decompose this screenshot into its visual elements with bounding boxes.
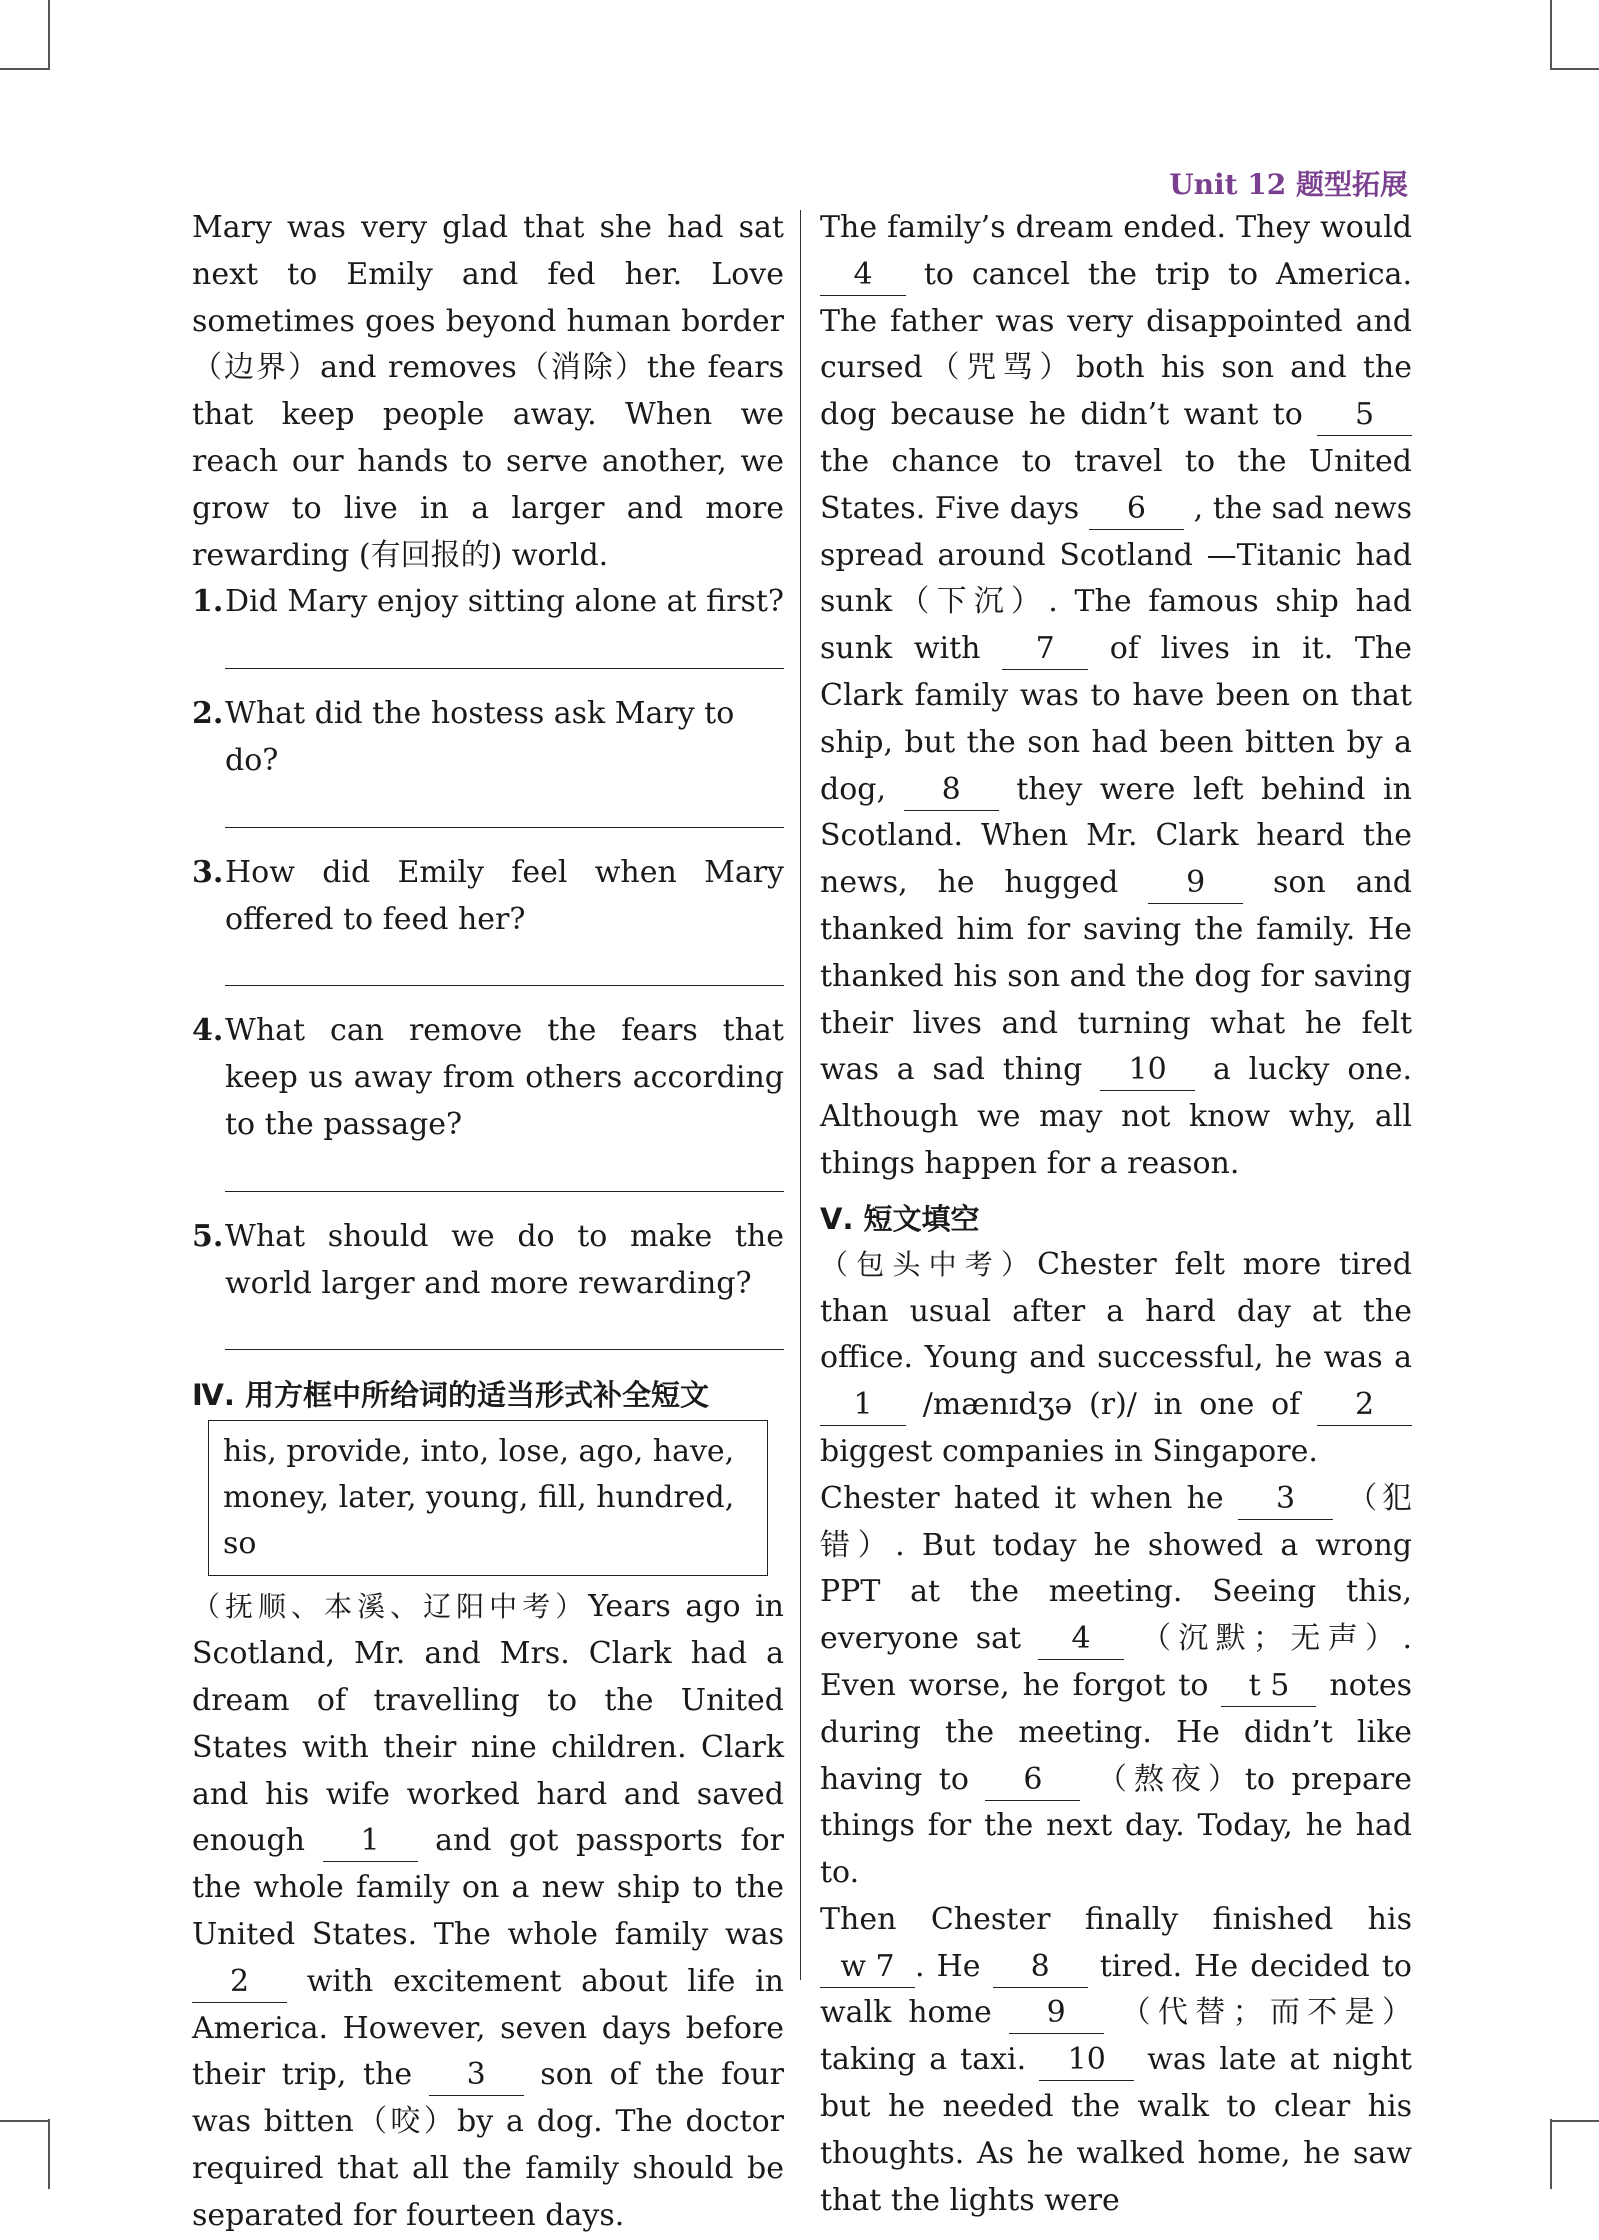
source-label: （包头中考） (820, 1247, 1038, 1281)
blank-s5-4[interactable]: 4 (1038, 1619, 1124, 1660)
blank-s5-8[interactable]: 8 (993, 1947, 1088, 1988)
passage-text: notes during the meeting. He didn’t like having to (820, 1667, 1412, 1797)
question-number: 2. (192, 696, 224, 732)
answer-line-1[interactable] (225, 632, 784, 669)
question-4 (192, 1008, 784, 1148)
answer-line-4[interactable] (225, 1155, 784, 1192)
blank-s5-9[interactable]: 9 (1009, 1993, 1104, 2034)
blank-3[interactable]: 3 (429, 2055, 524, 2096)
crop-mark (1550, 2120, 1599, 2122)
page-header: Unit 12 题型拓展 (1169, 168, 1408, 201)
crop-mark (1550, 68, 1599, 70)
right-column (820, 205, 1412, 2224)
section-5-title: Ⅴ. 短文填空 (820, 1201, 980, 1236)
passage-text: son of the four was bitten（咬）by a dog. The doctor required that all the family should be separated for fourteen days. (192, 2057, 784, 2233)
passage-text: tired. He decided to walk home (820, 1948, 1412, 2031)
passage-text: a lucky one. Although we may not know why, all things happen for a reason. (820, 1052, 1412, 1181)
blank-s5-7[interactable]: w 7 (820, 1947, 915, 1988)
passage-text: Chester hated it when he (820, 1480, 1224, 1516)
crop-mark (0, 2120, 50, 2122)
blank-s5-1[interactable]: 1 (820, 1385, 906, 1426)
left-column (192, 205, 784, 2240)
passage-text: they were left behind in Scotland. When Mr. Clark heard the news, he hugged (820, 771, 1412, 901)
word-bank-box: his, provide, into, lose, ago, have, money, later, young, fill, hundred, so (208, 1420, 768, 1576)
passage-text: The family’s dream ended. They would (820, 210, 1412, 245)
passage-text: （熬夜）to prepare things for the next day. Today, he had to. (820, 1761, 1412, 1891)
passage-text: （沉默；无声）. Even worse, he forgot to (820, 1621, 1412, 1703)
blank-s5-6[interactable]: 6 (985, 1760, 1080, 1801)
passage-text: of lives in it. The Clark family was to have been on that ship, but the son had been bitten by a dog, (820, 631, 1412, 807)
passage-5 (820, 1242, 1412, 1476)
blank-10[interactable]: 10 (1100, 1050, 1195, 1091)
question-5 (192, 1214, 784, 1308)
question-1 (192, 579, 784, 626)
blank-1[interactable]: 1 (323, 1821, 418, 1862)
blank-7[interactable]: 7 (1002, 629, 1088, 670)
blank-s5-3[interactable]: 3 (1238, 1479, 1333, 1520)
passage-text: /mænɪdʒə (r)/ in one of (922, 1387, 1301, 1423)
question-number: 4. (192, 1013, 224, 1049)
blank-4[interactable]: 4 (820, 255, 906, 296)
passage-5-para-3 (820, 1897, 1412, 2225)
blank-s5-2[interactable]: 2 (1317, 1385, 1412, 1426)
passage-text: , the sad news spread around Scotland —Titanic had sunk（下沉）. The famous ship had sunk with (820, 490, 1412, 667)
passage-text: biggest companies in Singapore. (820, 1433, 1318, 1469)
blank-8[interactable]: 8 (904, 770, 999, 811)
passage-text: Chester felt more tired than usual after a hard day at the office. Young and successful, he was a (820, 1246, 1412, 1376)
source-label: （抚顺、本溪、辽阳中考） (192, 1590, 589, 1624)
blank-2[interactable]: 2 (192, 1962, 287, 2003)
question-number: 3. (192, 854, 224, 890)
passage-text: son and thanked him for saving the family. He thanked his son and the dog for saving their lives and turning what he felt was a sad thing (820, 865, 1412, 1088)
passage-4 (192, 1584, 784, 2239)
question-text: Did Mary enjoy sitting alone at first? (225, 584, 785, 620)
intro-paragraph: Mary was very glad that she had sat next to Emily and fed her. Love sometimes goes beyond human border（边界）and removes（消除）the fears that keep people away. When we reach our hands to serve another, we grow to live in a larger and more rewarding (有回报的) world. (192, 210, 784, 573)
passage-4-continued (820, 205, 1412, 1188)
section-4-title: Ⅳ. 用方框中所给词的适当形式补全短文 (192, 1378, 709, 1413)
question-3 (192, 850, 784, 944)
blank-9[interactable]: 9 (1148, 863, 1243, 904)
question-text: What should we do to make the world larger and more rewarding? (225, 1218, 784, 1301)
blank-s5-5[interactable]: t 5 (1221, 1666, 1316, 1707)
crop-mark (48, 0, 50, 70)
passage-text: Then Chester finally finished his (820, 1901, 1412, 1937)
blank-6[interactable]: 6 (1089, 489, 1184, 530)
answer-line-3[interactable] (225, 949, 784, 986)
question-number: 1. (192, 584, 224, 620)
question-2 (192, 691, 784, 785)
passage-text: （代替；而不是）taking a taxi. (820, 1995, 1412, 2078)
question-number: 5. (192, 1218, 224, 1254)
passage-text: the chance to travel to the United States. Five days (820, 443, 1412, 526)
blank-s5-10[interactable]: 10 (1039, 2040, 1134, 2081)
crop-mark (48, 2119, 50, 2189)
passage-text: with excitement about life in America. However, seven days before their trip, the (192, 1963, 784, 2093)
blank-5[interactable]: 5 (1317, 395, 1412, 436)
passage-text: . He (915, 1948, 981, 1984)
passage-text: （犯错）. But today he showed a wrong PPT at the meeting. Seeing this, everyone sat (820, 1480, 1413, 1657)
crop-mark (0, 68, 50, 70)
answer-line-5[interactable] (225, 1313, 784, 1350)
passage-text: to cancel the trip to America. The father was very disappointed and cursed（咒骂）both his son and the dog because he didn’t want to (820, 256, 1412, 433)
crop-mark (1550, 0, 1552, 70)
question-text: What did the hostess ask Mary to do? (225, 696, 735, 778)
question-text: How did Emily feel when Mary offered to feed her? (225, 854, 784, 937)
question-text: What can remove the fears that keep us away from others according to the passage? (225, 1013, 784, 1142)
column-divider (800, 210, 801, 1980)
passage-text: and got passports for the whole family on a new ship to the United States. The whole family was (192, 1823, 784, 1952)
passage-text: was late at night but he needed the walk to clear his thoughts. As he walked home, he saw that the lights were (820, 2042, 1412, 2218)
passage-5-para-2 (820, 1476, 1412, 1897)
passage-text: Years ago in Scotland, Mr. and Mrs. Clark had a dream of travelling to the United States with their nine children. Clark and his wife worked hard and saved enough (192, 1589, 784, 1859)
answer-line-2[interactable] (225, 791, 784, 828)
crop-mark (1550, 2119, 1552, 2189)
